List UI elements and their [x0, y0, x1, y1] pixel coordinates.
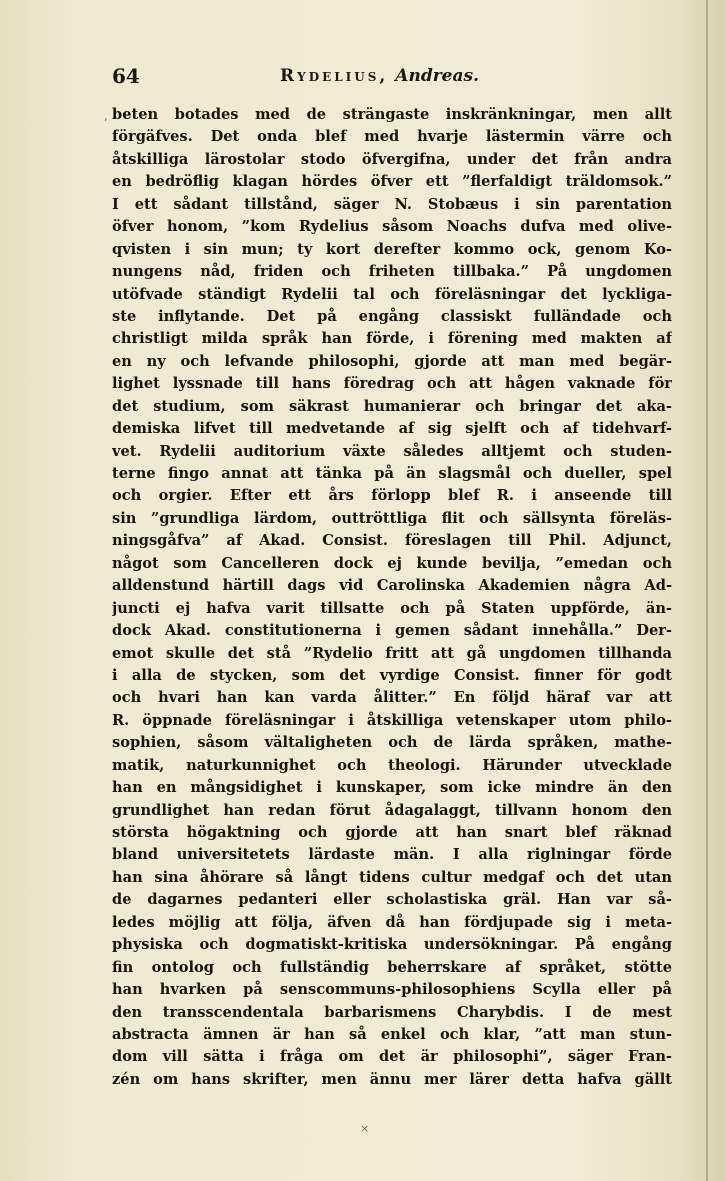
text-line: och orgier. Efter ett års förlopp blef R. i anseende till	[112, 487, 672, 505]
text-line: emot skulle det stå ”Rydelio fritt att gå ungdomen tillhanda	[112, 644, 672, 662]
text-line: grundlighet han redan förut ådagalaggt, tillvann honom den	[112, 801, 672, 819]
text-line: en bedröflig klagan hördes öfver ett ”flerfaldigt träldomsok.”	[112, 173, 672, 191]
stray-mark: ×	[360, 1122, 370, 1135]
stray-mark: ,	[104, 110, 108, 123]
page-header	[112, 64, 672, 94]
text-line: han hvarken på senscommuns-philosophiens Scylla eller på	[112, 981, 672, 999]
text-line: de dagarnes pedanteri eller scholastiska gräl. Han var så-	[112, 891, 672, 909]
text-line: den transscendentala barbarismens Charybdis. I de mest	[112, 1003, 672, 1021]
text-line: öfver honom, ”kom Rydelius såsom Noachs dufva med olive-	[112, 218, 672, 236]
text-line: dom vill sätta i fråga om det är philosophi”, säger Fran-	[112, 1048, 672, 1066]
text-line: demiska lifvet till medvetande af sig sjelft och af tidehvarf-	[112, 420, 672, 438]
text-line: qvisten i sin mun; ty kort derefter kommo ock, genom Ko-	[112, 240, 672, 258]
text-line: en ny och lefvande philosophi, gjorde att man med begär-	[112, 352, 672, 370]
text-line: nungens nåd, friden och friheten tillbaka.” På ungdomen	[112, 263, 672, 281]
text-line: åtskilliga lärostolar stodo öfvergifna, under det från andra	[112, 150, 672, 168]
text-line: i alla de stycken, som det vyrdige Consist. finner för godt	[112, 666, 672, 684]
text-line: ledes möjlig att följa, äfven då han fördjupade sig i meta-	[112, 913, 672, 931]
text-line: R. öppnade föreläsningar i åtskilliga vetenskaper utom philo-	[112, 711, 672, 729]
text-line: sophien, såsom vältaligheten och de lärda språken, mathe-	[112, 734, 672, 752]
text-line: alldenstund härtill dags vid Carolinska Akademien några Ad-	[112, 577, 672, 595]
text-line: matik, naturkunnighet och theologi. Härunder utvecklade	[112, 756, 672, 774]
text-line: ningsgåfva” af Akad. Consist. föreslagen till Phil. Adjunct,	[112, 532, 672, 550]
text-line: bland universitetets lärdaste män. I alla riglningar förde	[112, 846, 672, 864]
text-line: dock Akad. constitutionerna i gemen sådant innehålla.” Der-	[112, 622, 672, 640]
text-line: och hvari han kan varda ålitter.” En följd häraf var att	[112, 689, 672, 707]
body-text	[112, 104, 672, 1091]
text-line: något som Cancelleren dock ej kunde bevilja, ”emedan och	[112, 554, 672, 572]
text-line: abstracta ämnen är han så enkel och klar, ”att man stun-	[112, 1025, 672, 1043]
text-line: fin ontolog och fullständig beherrskare af språket, stötte	[112, 958, 672, 976]
running-head	[280, 66, 479, 86]
page-edge-shadow	[706, 0, 708, 1181]
text-line: det studium, som säkrast humanierar och bringar det aka-	[112, 397, 672, 415]
text-line: juncti ej hafva varit tillsatte och på Staten uppförde, än-	[112, 599, 672, 617]
text-line: lighet lyssnade till hans föredrag och att hågen vaknade för	[112, 375, 672, 393]
text-line: sin ”grundliga lärdom, outtröttliga flit och sällsynta föreläs-	[112, 509, 672, 527]
text-line: största högaktning och gjorde att han snart blef räknad	[112, 824, 672, 841]
page-number: 64	[112, 64, 140, 88]
running-head-surname: Rydelius,	[280, 66, 389, 86]
text-line: terne fingo annat att tänka på än slagsmål och dueller, spel	[112, 465, 672, 482]
text-line: christligt milda språk han förde, i förening med makten af	[112, 330, 672, 348]
text-line: ste inflytande. Det på engång classiskt fulländade och	[112, 307, 672, 325]
text-line: physiska och dogmatiskt-kritiska undersökningar. På engång	[112, 936, 672, 954]
text-line: han sina åhörare så långt tidens cultur medgaf och det utan	[112, 868, 672, 886]
text-line: beten botades med de strängaste inskränkningar, men allt	[112, 106, 672, 123]
text-line: I ett sådant tillstånd, säger N. Stobæus i sin parentation	[112, 195, 672, 213]
text-line: zén om hans skrifter, men ännu mer lärer detta hafva gällt	[112, 1070, 672, 1088]
text-line: han en mångsidighet i kunskaper, som icke mindre än den	[112, 779, 672, 797]
text-line: vet. Rydelii auditorium växte således alltjemt och studen-	[112, 442, 672, 460]
text-line: förgäfves. Det onda blef med hvarje lästermin värre och	[112, 128, 672, 146]
running-head-given-name: Andreas.	[395, 66, 479, 86]
text-line: utöfvade ständigt Rydelii tal och föreläsningar det lyckliga-	[112, 285, 672, 303]
